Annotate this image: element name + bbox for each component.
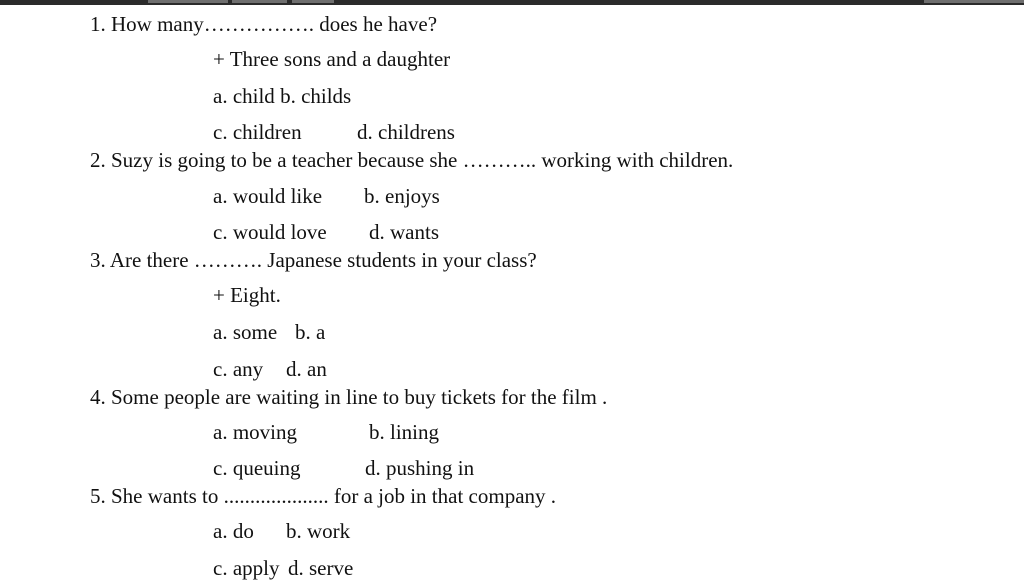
option-c: c. apply bbox=[213, 556, 280, 580]
question-2-stem: 2. Suzy is going to be a teacher because she ……….. working with children. bbox=[90, 148, 734, 172]
option-a: a. some bbox=[213, 320, 278, 344]
question-1-stem: 1. How many……………. does he have? bbox=[90, 12, 438, 36]
option-c: c. any bbox=[213, 357, 264, 381]
option-a: a. child bbox=[213, 84, 275, 108]
option-d: d. an bbox=[286, 357, 327, 381]
option-c: c. children bbox=[213, 120, 302, 144]
option-b: b. a bbox=[295, 320, 326, 344]
option-d: d. pushing in bbox=[365, 456, 475, 480]
option-a: a. moving bbox=[213, 420, 297, 444]
question-1-answer: + Three sons and a daughter bbox=[213, 47, 451, 71]
option-b: b. enjoys bbox=[364, 184, 440, 208]
question-3-answer: + Eight. bbox=[213, 283, 281, 307]
option-d: d. serve bbox=[288, 556, 354, 580]
option-c: c. would love bbox=[213, 220, 327, 244]
question-5-stem: 5. She wants to .................... for a job in that company . bbox=[90, 484, 557, 508]
option-d: d. wants bbox=[369, 220, 439, 244]
option-c: c. queuing bbox=[213, 456, 301, 480]
question-3-stem: 3. Are there ………. Japanese students in your class? bbox=[90, 248, 537, 272]
option-a: a. would like bbox=[213, 184, 323, 208]
option-a: a. do bbox=[213, 519, 254, 543]
option-b: b. childs bbox=[280, 84, 352, 108]
option-b: b. work bbox=[286, 519, 351, 543]
question-1-options-row-1 bbox=[213, 84, 351, 108]
option-d: d. childrens bbox=[357, 120, 455, 144]
option-b: b. lining bbox=[369, 420, 440, 444]
question-4-stem: 4. Some people are waiting in line to buy tickets for the film . bbox=[90, 385, 608, 409]
